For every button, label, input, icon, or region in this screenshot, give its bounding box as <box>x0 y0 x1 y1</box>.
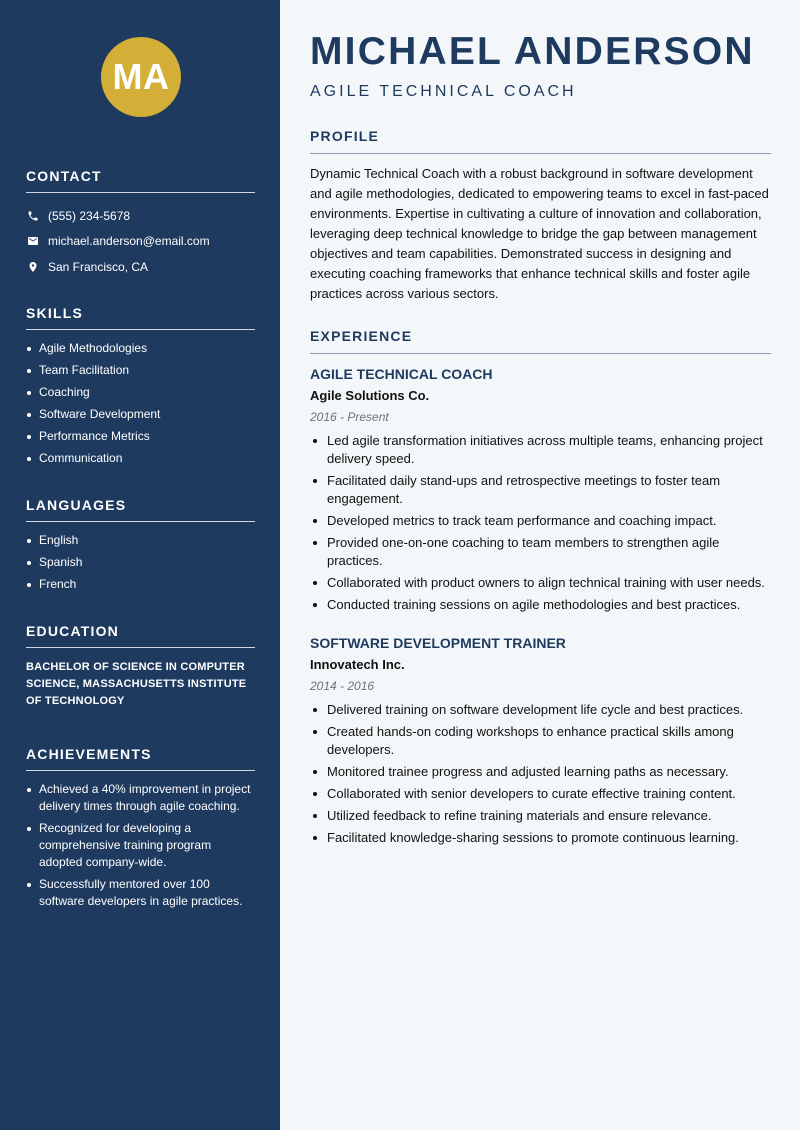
job-title: AGILE TECHNICAL COACH <box>310 366 493 382</box>
job-bullet: Developed metrics to track team performance and coaching impact. <box>310 512 771 530</box>
experience-entry <box>310 366 771 618</box>
job-bullet: Collaborated with product owners to align technical training with user needs. <box>310 574 771 592</box>
job-bullet: Utilized feedback to refine training materials and ensure relevance. <box>310 807 771 825</box>
achievement-item: Successfully mentored over 100 software developers in agile practices. <box>26 876 255 910</box>
education-section <box>26 623 255 710</box>
experience-entry <box>310 635 771 851</box>
achievement-item: Recognized for developing a comprehensive training program adopted company-wide. <box>26 820 255 871</box>
achievements-list <box>26 781 255 910</box>
achievement-item: Achieved a 40% improvement in project delivery times through agile coaching. <box>26 781 255 815</box>
job-bullet: Monitored trainee progress and adjusted learning paths as necessary. <box>310 763 771 781</box>
skill-item: Software Development <box>26 406 255 423</box>
contact-email <box>26 229 255 255</box>
job-bullet: Created hands-on coding workshops to enhance practical skills among developers. <box>310 723 771 759</box>
skill-item: Team Facilitation <box>26 362 255 379</box>
skill-item: Performance Metrics <box>26 428 255 445</box>
location-text: San Francisco, CA <box>48 259 149 274</box>
contact-section <box>26 168 255 280</box>
achievements-section <box>26 746 255 915</box>
education-heading: EDUCATION <box>26 623 255 648</box>
language-item: English <box>26 532 255 549</box>
phone-text[interactable]: (555) 234-5678 <box>48 208 131 223</box>
job-dates: 2014 - 2016 <box>310 679 375 693</box>
contact-location <box>26 254 255 280</box>
company-name: Innovatech Inc. <box>310 657 405 672</box>
job-bullet: Conducted training sessions on agile methodologies and best practices. <box>310 596 771 614</box>
sidebar <box>0 0 280 1130</box>
contact-list <box>26 203 255 280</box>
language-item: French <box>26 576 255 593</box>
phone-icon <box>26 209 39 222</box>
profile-heading: PROFILE <box>310 128 771 154</box>
skill-item: Communication <box>26 450 255 467</box>
job-dates: 2016 - Present <box>310 410 389 424</box>
location-pin-icon <box>26 260 39 273</box>
email-icon <box>26 235 39 248</box>
profile-text: Dynamic Technical Coach with a robust background in software development and agile methodologies, dedicated to empowering teams to excel in fast-paced environments. Expertise in cultivating a culture of innovation and collaboration, leveraging deep technical knowledge to bridge the gap between management objectives and team capabilities. Demonstrated success in designing and executing coaching frameworks that enhance technical skills and foster agile practices across various sectors. <box>310 166 769 301</box>
contact-phone <box>26 203 255 229</box>
job-bullet: Collaborated with senior developers to curate effective training content. <box>310 785 771 803</box>
job-bullets <box>310 432 771 614</box>
job-bullet: Delivered training on software development life cycle and best practices. <box>310 701 771 719</box>
achievements-heading: ACHIEVEMENTS <box>26 746 255 771</box>
job-bullet: Facilitated daily stand-ups and retrospective meetings to foster team engagement. <box>310 472 771 508</box>
avatar-initials: MA <box>101 37 181 117</box>
job-bullets <box>310 701 771 847</box>
skills-list <box>26 340 255 467</box>
job-bullet: Provided one-on-one coaching to team members to strengthen agile practices. <box>310 534 771 570</box>
skill-item: Coaching <box>26 384 255 401</box>
language-item: Spanish <box>26 554 255 571</box>
experience-heading: EXPERIENCE <box>310 328 771 354</box>
email-text[interactable]: michael.anderson@email.com <box>48 234 210 249</box>
languages-list <box>26 532 255 593</box>
skills-section <box>26 305 255 472</box>
skill-item: Agile Methodologies <box>26 340 255 357</box>
candidate-name: MICHAEL ANDERSON <box>310 30 755 73</box>
job-title-subtitle: AGILE TECHNICAL COACH <box>310 83 577 100</box>
skills-heading: SKILLS <box>26 305 255 330</box>
languages-heading: LANGUAGES <box>26 497 255 522</box>
job-bullet: Led agile transformation initiatives across multiple teams, enhancing project delivery speed. <box>310 432 771 468</box>
languages-section <box>26 497 255 598</box>
job-title: SOFTWARE DEVELOPMENT TRAINER <box>310 635 566 651</box>
job-bullet: Facilitated knowledge-sharing sessions to promote continuous learning. <box>310 829 771 847</box>
contact-heading: CONTACT <box>26 168 255 193</box>
company-name: Agile Solutions Co. <box>310 388 430 403</box>
education-degree: BACHELOR OF SCIENCE IN COMPUTER SCIENCE, MASSACHUSETTS INSTITUTE OF TECHNOLOGY <box>26 661 247 707</box>
